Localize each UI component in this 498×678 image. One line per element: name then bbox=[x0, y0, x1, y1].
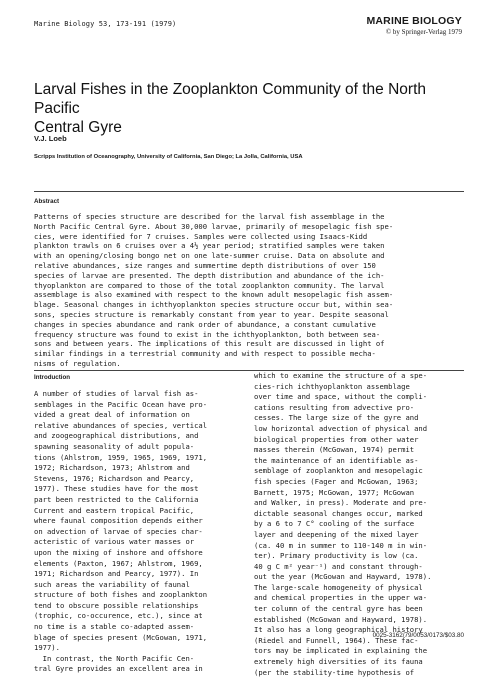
text-line: dictable seasonal changes occur, marked bbox=[254, 508, 423, 518]
text-line: where faunal composition depends either bbox=[34, 516, 203, 526]
text-line: by a 6 to 7 C° cooling of the surface bbox=[254, 519, 415, 529]
text-line: low horizontal advection of physical and bbox=[254, 423, 428, 433]
text-line: spawning seasonality of adult popula- bbox=[34, 441, 195, 451]
text-line: the maintenance of an identifiable as- bbox=[254, 455, 419, 465]
text-line: similar findings in a terrestrial community and with respect to possible mecha- bbox=[34, 349, 376, 359]
text-line: vided a great deal of information on bbox=[34, 410, 190, 420]
text-line: plankton trawls on 6 cruises over a 4½ year period; stratified samples were taken bbox=[34, 241, 385, 251]
text-line: and chemical properties in the upper wa- bbox=[254, 593, 428, 603]
text-line: out the year (McGowan and Hayward, 1978). bbox=[254, 572, 432, 582]
text-line: acteristic of various water masses or bbox=[34, 537, 195, 547]
text-line: sons, species structure is remarkably constant from year to year. Despite seasonal bbox=[34, 309, 389, 319]
text-line: over time and space, without the compli- bbox=[254, 392, 428, 402]
text-line: extremely high diversities of its fauna bbox=[254, 657, 423, 667]
text-line: upon the mixing of inshore and offshore bbox=[34, 547, 203, 557]
text-line: such areas the variability of faunal bbox=[34, 579, 190, 589]
text-line: (Riedel and Funnell, 1964). These fac- bbox=[254, 635, 419, 645]
title-line: Central Gyre bbox=[34, 119, 122, 136]
text-line: tend to obscure possible relationships bbox=[34, 600, 199, 610]
text-line: changes in species abundance and rank order of abundance, a constant cumulative bbox=[34, 319, 376, 329]
text-line: Barnett, 1975; McGowan, 1977; McGowan bbox=[254, 487, 415, 497]
text-line: cations resulting from advective pro- bbox=[254, 402, 415, 412]
text-line: It also has a long geographical history bbox=[254, 625, 423, 635]
abstract-heading: Abstract bbox=[34, 198, 60, 205]
text-line: Stevens, 1976; Richardson and Pearcy, bbox=[34, 473, 195, 483]
text-line: and zoogeographical distributions, and bbox=[34, 431, 199, 441]
text-line: biological properties from other water bbox=[254, 434, 419, 444]
text-line: 1977). These studies have for the most bbox=[34, 484, 199, 494]
text-line: structure of both fishes and zooplankton bbox=[34, 590, 208, 600]
text-line: 40 g C m² year⁻¹) and constant through- bbox=[254, 561, 423, 571]
text-line: blage of species present (McGowan, 1971, bbox=[34, 632, 208, 642]
text-line: (ca. 40 m in summer to 110-140 m in win- bbox=[254, 540, 428, 550]
section-divider bbox=[34, 191, 464, 192]
text-line: assemblage is also examined with respect to the known adult mesopelagic fish assem- bbox=[34, 290, 394, 300]
text-line: nisms of regulation. bbox=[34, 358, 121, 368]
introduction-heading: Introduction bbox=[34, 374, 71, 381]
journal-name: MARINE BIOLOGY bbox=[366, 15, 462, 27]
text-line: with an opening/closing bongo net on one late-summer cruise. Data on absolute and bbox=[34, 251, 385, 261]
text-line: 1972; Richardson, 1973; Ahlstrom and bbox=[34, 463, 190, 473]
text-line: North Pacific Central Gyre. About 30,000 larvae, primarily of mesopelagic fish spe- bbox=[34, 221, 394, 231]
text-line: cies, were identified for 7 cruises. Samples were collected using Isaacs-Kidd bbox=[34, 231, 368, 241]
copyright-notice: © by Springer-Verlag 1979 bbox=[385, 28, 462, 36]
text-line: tions (Ahlstrom, 1959, 1965, 1969, 1971, bbox=[34, 452, 208, 462]
text-line: In contrast, the North Pacific Cen- bbox=[34, 653, 195, 663]
text-line: 1971; Richardson and Pearcy, 1977). In bbox=[34, 569, 199, 579]
text-line: and Walker, in press). Moderate and pre- bbox=[254, 498, 428, 508]
author-affiliation: Scripps Institution of Oceanography, University of California, San Diego; La Jolla, California, USA bbox=[34, 154, 303, 160]
text-line: frequency structure was found to exist in the ichthyoplankton, both between sea- bbox=[34, 329, 381, 339]
article-title bbox=[34, 80, 454, 137]
text-line: (trophic, co-occurence, etc.), since at bbox=[34, 611, 203, 621]
text-line: elements (Paxton, 1967; Ahlstrom, 1969, bbox=[34, 558, 203, 568]
text-line: relative abundances, size ranges and summertime depth distributions of over 150 bbox=[34, 260, 376, 270]
text-line: established (McGowan and Hayward, 1978). bbox=[254, 614, 428, 624]
text-line: cesses. The large size of the gyre and bbox=[254, 413, 419, 423]
text-line: Current and eastern tropical Pacific, bbox=[34, 505, 195, 515]
text-line: no time is a stable co-adapted assem- bbox=[34, 622, 195, 632]
title-line: Larval Fishes in the Zooplankton Community of the North Pacific bbox=[34, 81, 426, 117]
text-line: ter column of the central gyre has been bbox=[254, 604, 423, 614]
text-line: tral Gyre provides an excellent area in bbox=[34, 664, 203, 674]
text-line: which to examine the structure of a spe- bbox=[254, 371, 428, 380]
text-line: sons and between years. The implications of this result are discussed in light of bbox=[34, 339, 385, 349]
text-line: layer and deepening of the mixed layer bbox=[254, 529, 419, 539]
text-line: fish species (Fager and McGowan, 1963; bbox=[254, 476, 419, 486]
text-line: 1977). bbox=[34, 643, 60, 653]
text-line: (per the stability-time hypothesis of bbox=[254, 667, 415, 677]
text-line: masses therein (McGowan, 1974) permit bbox=[254, 445, 415, 455]
text-line: thyoplankton are compared to those of the total zooplankton community. The larval bbox=[34, 280, 385, 290]
author-name: V.J. Loeb bbox=[34, 134, 67, 143]
text-line: species of larvae are presented. The depth distribution and abundance of the ich- bbox=[34, 270, 385, 280]
text-line: blage. Seasonal changes in ichthyoplankton species structure occur but, within sea- bbox=[34, 300, 394, 310]
text-line: The large-scale homogeneity of physical bbox=[254, 582, 423, 592]
text-line: A number of studies of larval fish as- bbox=[34, 389, 199, 398]
body-column-left bbox=[34, 389, 246, 675]
text-line: on advection of larvae of species char- bbox=[34, 526, 203, 536]
text-line: cies-rich ichthyoplankton assemblage bbox=[254, 381, 410, 391]
text-line: semblages in the Pacific Ocean have pro- bbox=[34, 399, 208, 409]
journal-reference: Marine Biology 53, 173-191 (1979) bbox=[34, 20, 177, 28]
text-line: relative abundances of species, vertical bbox=[34, 420, 208, 430]
text-line: ter). Primary productivity is low (ca. bbox=[254, 551, 419, 561]
abstract-body bbox=[34, 212, 466, 369]
text-line: Patterns of species structure are described for the larval fish assemblage in the bbox=[34, 212, 385, 221]
publisher-block bbox=[322, 15, 462, 36]
article-code: 0025-3162/79/0053/0173/$03.80 bbox=[372, 632, 464, 639]
text-line: tors may be implicated in explaining the bbox=[254, 646, 428, 656]
text-line: semblage of zooplankton and mesopelagic bbox=[254, 466, 423, 476]
text-line: part been restricted to the California bbox=[34, 494, 199, 504]
